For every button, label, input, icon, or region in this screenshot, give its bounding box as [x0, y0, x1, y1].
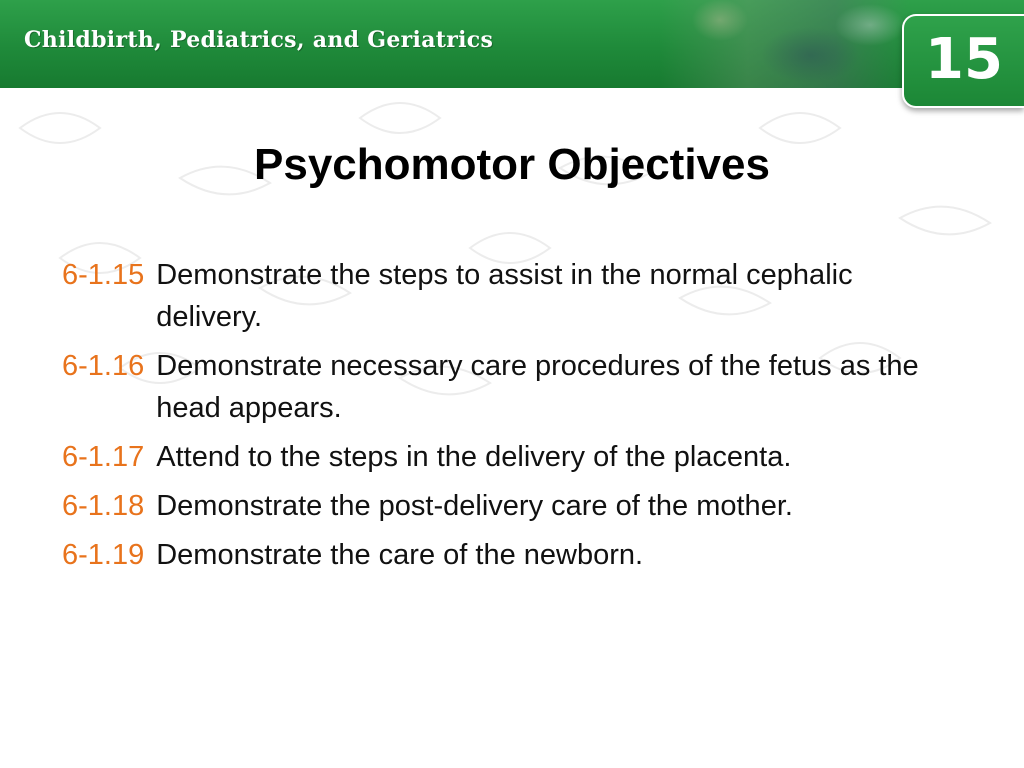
objective-text: Demonstrate the steps to assist in the normal cephalic delivery.: [156, 259, 853, 333]
objectives-list: [62, 254, 962, 583]
objective-code: 6-1.17: [62, 441, 145, 473]
objective-code: 6-1.16: [62, 350, 145, 382]
header-bar: [0, 0, 1024, 92]
objective-code: 6-1.19: [62, 539, 145, 571]
objective-item: [62, 254, 962, 338]
objective-item: [62, 345, 962, 429]
objective-item: [62, 485, 962, 527]
header-photo: [660, 0, 910, 88]
objective-text: Demonstrate the post-delivery care of the mother.: [156, 490, 793, 522]
header-title: Childbirth, Pediatrics, and Geriatrics: [24, 27, 494, 53]
objective-code: 6-1.18: [62, 490, 145, 522]
objective-text: Demonstrate the care of the newborn.: [156, 539, 644, 571]
slide-title: Psychomotor Objectives: [254, 140, 770, 189]
objective-code: 6-1.15: [62, 259, 145, 291]
objective-text: Attend to the steps in the delivery of the placenta.: [156, 441, 792, 473]
objective-item: [62, 436, 962, 478]
chapter-number: 15: [925, 27, 1003, 92]
objective-item: [62, 534, 962, 576]
objective-text: Demonstrate necessary care procedures of the fetus as the head appears.: [156, 350, 919, 424]
chapter-tab: [902, 14, 1024, 108]
